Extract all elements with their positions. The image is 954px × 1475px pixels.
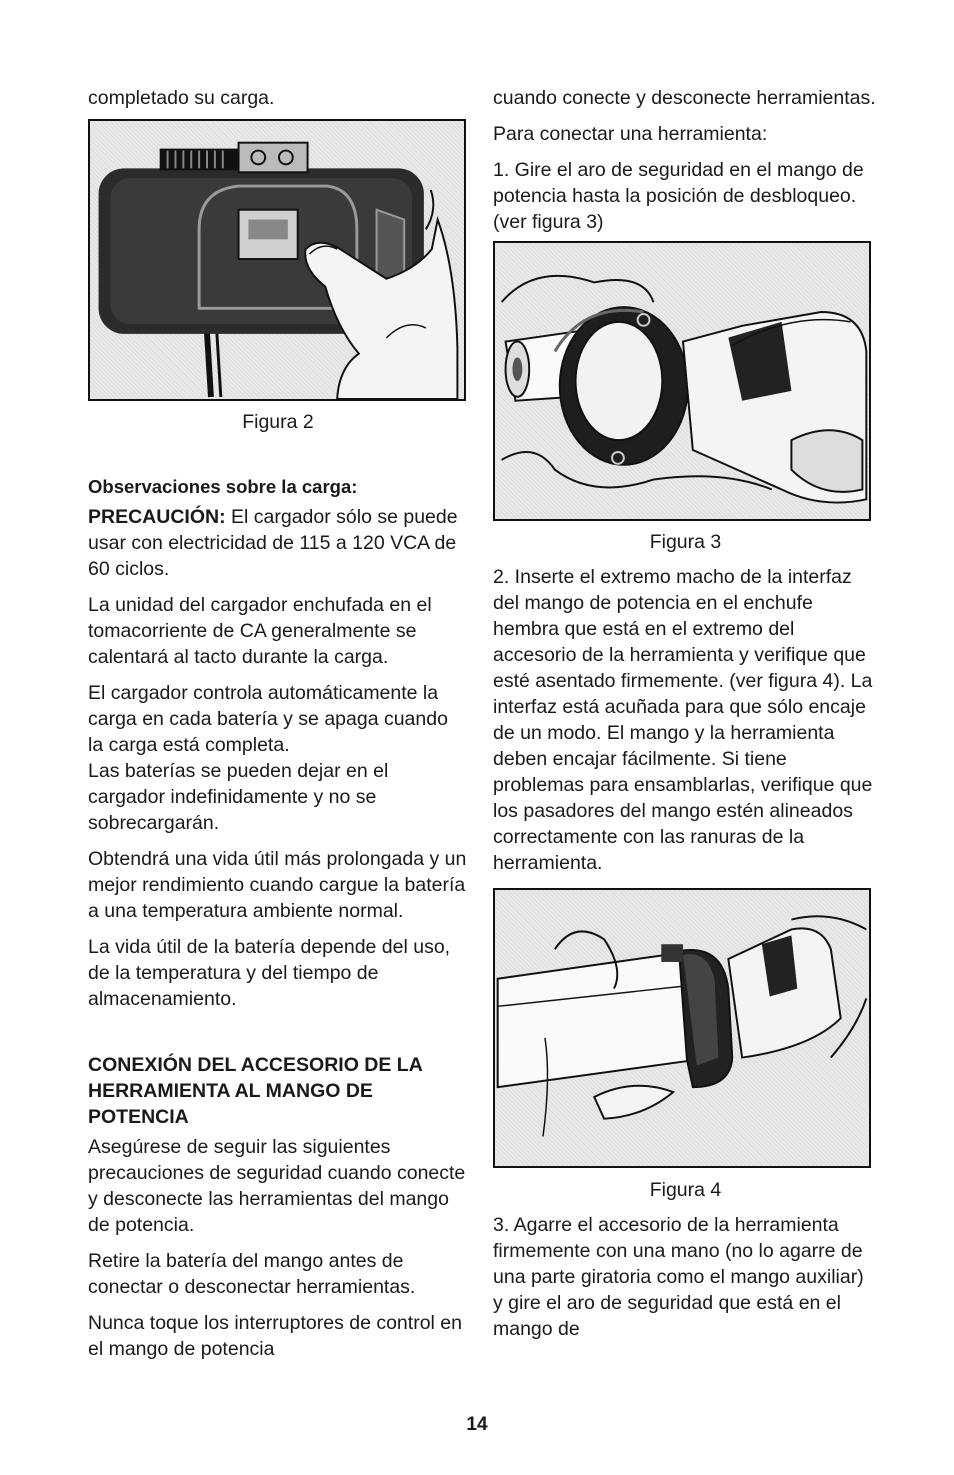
caution-paragraph xyxy=(88,504,468,582)
intro-line: completado su carga. xyxy=(88,87,275,109)
figure-2-image xyxy=(88,119,466,401)
figure-2-caption: Figura 2 xyxy=(242,411,314,433)
insert-tool-illustration xyxy=(495,890,869,1166)
figure-3-caption: Figura 3 xyxy=(649,531,722,553)
page-number: 14 xyxy=(466,1414,488,1435)
continued-line: cuando conecte y desconecte herramientas. xyxy=(493,87,876,109)
caution-text: El cargador sólo se puede usar con electricidad de 115 a 120 VCA de 60 ciclos. xyxy=(88,506,458,580)
charger-paragraph-1: La unidad del cargador enchufada en el tomacorriente de CA generalmente se calentará al tacto durante la carga. xyxy=(88,594,432,668)
safety-paragraph-2: Retire la batería del mango antes de conectar o desconectar herramientas. xyxy=(88,1250,416,1298)
charging-notes-heading: Observaciones sobre la carga: xyxy=(88,476,358,497)
charger-paragraph-4: Obtendrá una vida útil más prolongada y un mejor rendimiento cuando cargue la batería a una temperatura ambiente normal. xyxy=(88,848,467,922)
figure-4-image xyxy=(493,888,871,1168)
left-column xyxy=(88,0,468,1362)
step-3: 3. Agarre el accesorio de la herramienta firmemente con una mano (no lo agarre de una parte giratoria como el mango auxiliar) y gire el aro de seguridad que está en el mango de xyxy=(493,1214,864,1340)
charger-paragraph-2: El cargador controla automáticamente la carga en cada batería y se apaga cuando la carga está completa. xyxy=(88,682,448,756)
step-2: 2. Inserte el extremo macho de la interfaz del mango de potencia en el enchufe hembra que está en el extremo del accesorio de la herramienta y verifique que esté asentado firmemente. (ver figura 4). La interfaz está acuñada para que sólo encaje de un modo. El mango y la herramienta deben encajar fácilmente. Si tiene problemas para ensamblarlas, verifique que los pasadores del mango estén alineados correctamente con las ranuras de la herramienta. xyxy=(493,566,873,874)
right-column xyxy=(493,0,878,1342)
section-heading: CONEXIÓN DEL ACCESORIO DE LA HERRAMIENTA AL MANGO DE POTENCIA xyxy=(88,1054,423,1128)
connect-heading: Para conectar una herramienta: xyxy=(493,123,768,145)
charger-paragraph-5: La vida útil de la batería depende del uso, de la temperatura y del tiempo de almacenamiento. xyxy=(88,936,451,1010)
safety-paragraph-3: Nunca toque los interruptores de control en el mango de potencia xyxy=(88,1312,462,1360)
unlock-collar-illustration xyxy=(495,243,869,519)
step-1: 1. Gire el aro de seguridad en el mango de potencia hasta la posición de desbloqueo. (ver figura 3) xyxy=(493,159,864,233)
caution-label: PRECAUCIÓN: xyxy=(88,506,226,528)
safety-paragraph-1: Asegúrese de seguir las siguientes precauciones de seguridad cuando conecte y desconecte las herramientas del mango de potencia. xyxy=(88,1136,466,1236)
figure-3-image xyxy=(493,241,871,521)
battery-charger-illustration xyxy=(90,121,464,399)
charger-paragraph-3: Las baterías se pueden dejar en el cargador indefinidamente y no se sobrecargarán. xyxy=(88,760,389,834)
figure-4-caption: Figura 4 xyxy=(649,1179,722,1201)
